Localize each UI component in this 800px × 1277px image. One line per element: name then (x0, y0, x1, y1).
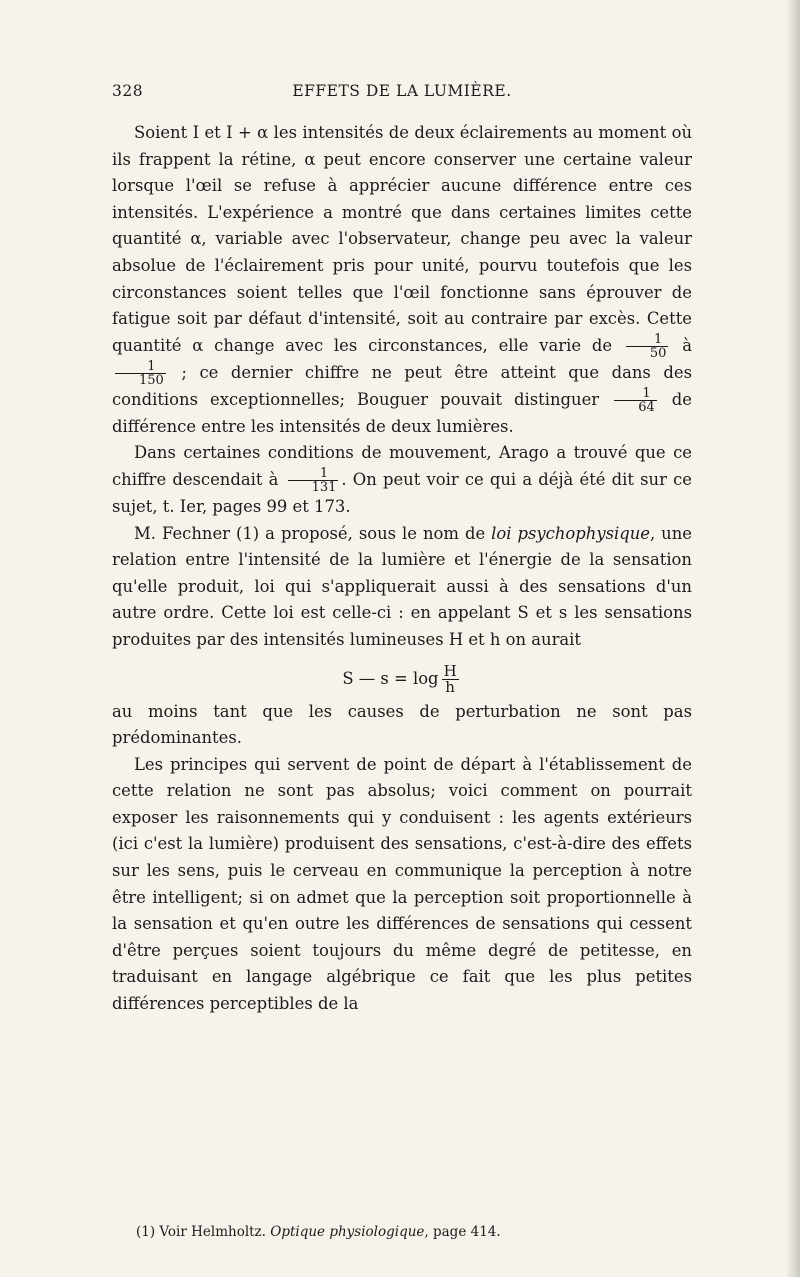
running-title: EFFETS DE LA LUMIÈRE. (292, 82, 512, 100)
term-loi-psychophysique: loi psychophysique (491, 523, 650, 543)
paragraph-5: Les principes qui servent de point de départ à l'établissement de cette relation ne sont pas absolus; voici comment on pourrait exposer les raisonnements qui y conduisent : les agents extérieurs (ici c'est la lumière) produisent des sensations, c'est-à-dire des effets sur les sens, puis le cerveau en communique la perception à notre être intelligent; si on admet que la perception soit proportionnelle à la sensation et qu'en outre les différences de sensations qui cessent d'être perçues soient toujours du même degré de petitesse, en traduisant en langage algébrique ce fait que les plus petites différences perceptibles de la (112, 754, 692, 1014)
page-number: 328 (112, 82, 144, 100)
paragraph-3: M. Fechner (1) a proposé, sous le nom de loi psychophysique, une relation entre l'intensité de la lumière et l'énergie de la sensation qu'elle produit, loi qui s'appliquerait aussi à des sensations d'un autre ordre. Cette loi est celle-ci : en appelant S et s les sensations produites par des intensités lumineuses H et h on aurait (112, 523, 692, 649)
paragraph-4: au moins tant que les causes de perturbation ne sont pas prédominantes. (112, 701, 692, 748)
page-edge-shadow (786, 0, 800, 1277)
book-page (112, 82, 692, 1018)
formula-fraction: $\frac{H}{h}$ (443, 661, 457, 696)
running-header (112, 82, 692, 112)
footnote-title: Optique physiologique (270, 1224, 425, 1240)
fechner-formula (112, 661, 692, 696)
fraction-1-50: $\frac{1}{50}$ (626, 333, 669, 360)
paragraph-2: Dans certaines conditions de mouvement, Arago a trouvé que ce chiffre descendait à $\frac{1}{131}$ . On peut voir ce qui a déjà été dit sur ce sujet, t. Ier, pages 99 et 173. (112, 443, 692, 516)
body-text (112, 120, 692, 1018)
fraction-1-131: $\frac{1}{131}$ (288, 467, 339, 494)
formula-lhs: S — s = log (342, 668, 439, 688)
footnote: (1) Voir Helmholtz. Optique physiologique, page 414. (136, 1224, 501, 1240)
fraction-1-150: $\frac{1}{150}$ (115, 360, 166, 387)
paragraph-1: Soient I et I + α les intensités de deux éclairements au moment où ils frappent la rétine, α peut encore conserver une certaine valeur lorsque l'œil se refuse à apprécier aucune différence entre ces intensités. L'expérience a montré que dans certaines limites cette quantité α, variable avec l'observateur, change peu avec la valeur absolue de l'éclairement pris pour unité, pourvu toutefois que les circonstances soient telles que l'œil fonctionne sans éprouver de fatigue soit par défaut d'intensité, soit au contraire par excès. Cette quantité α change avec les circonstances, elle varie de $\frac{1}{50}$ à $\frac{1}{150}$ ; ce dernier chiffre ne peut être atteint que dans des conditions exceptionnelles; Bouguer pouvait distinguer $\frac{1}{64}$ de différence entre les intensités de deux lumières. (112, 123, 693, 436)
fraction-1-64: $\frac{1}{64}$ (614, 387, 657, 414)
